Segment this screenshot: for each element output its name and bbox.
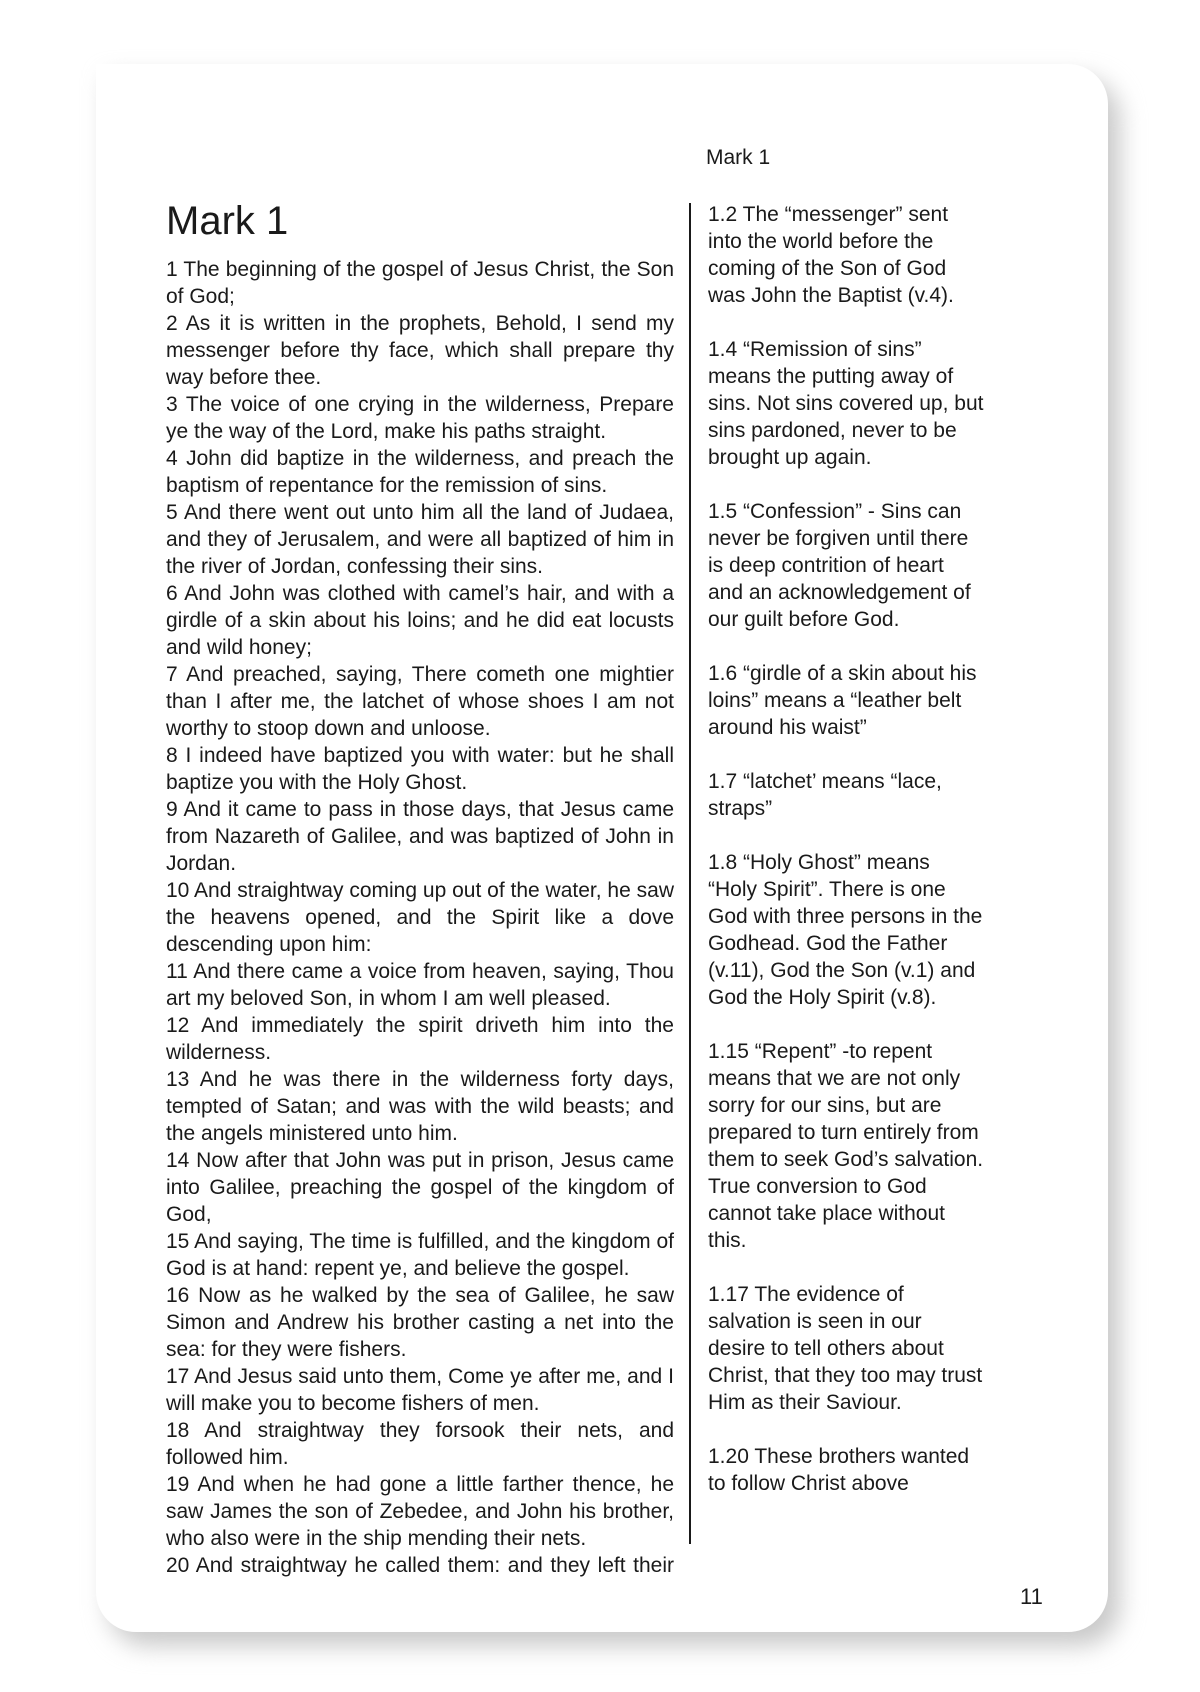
verse: 7 And preached, saying, There cometh one mightier than I after me, the latchet of whose shoes I am not worthy to stoop down and unloose. xyxy=(166,663,674,740)
scripture-text xyxy=(166,256,674,1579)
verse: 16 Now as he walked by the sea of Galilee, he saw Simon and Andrew his brother casting a net into the sea: for they were fishers. xyxy=(166,1284,674,1361)
verse: 12 And immediately the spirit driveth him into the wilderness. xyxy=(166,1014,674,1064)
verse: 4 John did baptize in the wilderness, and preach the baptism of repentance for the remission of sins. xyxy=(166,447,674,497)
study-note: 1.2 The “messenger” sent into the world before the coming of the Son of God was John the Baptist (v.4). xyxy=(708,203,954,307)
study-note: 1.5 “Confession” - Sins can never be forgiven until there is deep contrition of heart and an acknowledgement of our guilt before God. xyxy=(708,500,971,631)
study-note: 1.20 These brothers wanted to follow Christ above xyxy=(708,1445,970,1495)
study-note: 1.4 “Remission of sins” means the putting away of sins. Not sins covered up, but sins pardoned, never to be brought up again. xyxy=(708,338,984,469)
verse: 19 And when he had gone a little farther thence, he saw James the son of Zebedee, and John his brother, who also were in the ship mending their nets. xyxy=(166,1473,674,1550)
verse: 1 The beginning of the gospel of Jesus Christ, the Son of God; xyxy=(166,258,674,308)
study-note: 1.7 “latchet’ means “lace, straps” xyxy=(708,770,942,820)
verse: 15 And saying, The time is fulfilled, and the kingdom of God is at hand: repent ye, and believe the gospel. xyxy=(166,1230,674,1280)
chapter-title: Mark 1 xyxy=(166,199,289,243)
verse: 8 I indeed have baptized you with water: but he shall baptize you with the Holy Ghost. xyxy=(166,744,674,794)
verse: 9 And it came to pass in those days, that Jesus came from Nazareth of Galilee, and was baptized of John in Jordan. xyxy=(166,798,674,875)
study-note: 1.6 “girdle of a skin about his loins” means a “leather belt around his waist” xyxy=(708,662,977,739)
verse: 3 The voice of one crying in the wilderness, Prepare ye the way of the Lord, make his paths straight. xyxy=(166,393,674,443)
running-head: Mark 1 xyxy=(706,146,771,169)
verse: 10 And straightway coming up out of the water, he saw the heavens opened, and the Spirit like a dove descending upon him: xyxy=(166,879,674,956)
verse: 20 And straightway he called them: and they left their xyxy=(166,1554,674,1577)
study-note: 1.8 “Holy Ghost” means “Holy Spirit”. There is one God with three persons in the Godhead. God the Father (v.11), God the Son (v.1) and God the Holy Spirit (v.8). xyxy=(708,851,983,1009)
column-divider xyxy=(689,203,691,1544)
verse: 5 And there went out unto him all the land of Judaea, and they of Jerusalem, and were all baptized of him in the river of Jordan, confessing their sins. xyxy=(166,501,674,578)
study-note: 1.17 The evidence of salvation is seen in our desire to tell others about Christ, that they too may trust Him as their Saviour. xyxy=(708,1283,983,1414)
page-number: 11 xyxy=(1020,1584,1043,1609)
verse: 17 And Jesus said unto them, Come ye after me, and I will make you to become fishers of men. xyxy=(166,1365,674,1415)
verse: 6 And John was clothed with camel’s hair, and with a girdle of a skin about his loins; and he did eat locusts and wild honey; xyxy=(166,582,674,659)
verse: 2 As it is written in the prophets, Behold, I send my messenger before thy face, which shall prepare thy way before thee. xyxy=(166,312,674,389)
verse: 11 And there came a voice from heaven, saying, Thou art my beloved Son, in whom I am well pleased. xyxy=(166,960,674,1010)
verse: 14 Now after that John was put in prison, Jesus came into Galilee, preaching the gospel of the kingdom of God, xyxy=(166,1149,674,1226)
verse: 18 And straightway they forsook their nets, and followed him. xyxy=(166,1419,674,1469)
study-note: 1.15 “Repent” -to repent means that we are not only sorry for our sins, but are prepared to turn entirely from them to seek God’s salvation. True conversion to God cannot take place without this. xyxy=(708,1040,984,1252)
book-page xyxy=(96,64,1108,1632)
study-notes xyxy=(708,201,984,1524)
verse: 13 And he was there in the wilderness forty days, tempted of Satan; and was with the wild beasts; and the angels ministered unto him. xyxy=(166,1068,674,1145)
